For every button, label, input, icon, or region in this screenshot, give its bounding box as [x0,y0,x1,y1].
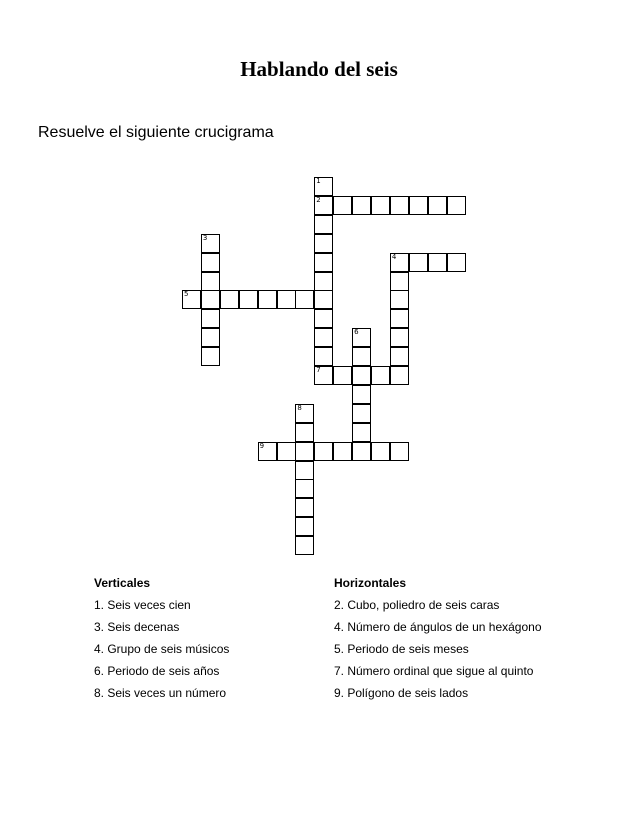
crossword-cell [333,196,352,215]
crossword-cell [390,272,409,291]
crossword-cell [201,309,220,328]
crossword-cell [277,290,296,309]
crossword-cell [201,347,220,366]
crossword-cell [390,366,409,385]
crossword-cell [314,309,333,328]
crossword-cell [201,272,220,291]
crossword-cell [239,290,258,309]
crossword-cell [295,290,314,309]
clue-number: 8 [297,403,302,412]
crossword-cell [333,366,352,385]
crossword-cell [295,479,314,498]
crossword-cell [314,253,333,272]
crossword-cell [314,234,333,253]
clues-vertical [94,572,229,704]
clues-horizontal-heading: Horizontales [334,576,407,590]
crossword-cell [220,290,239,309]
crossword-cell [371,442,390,461]
crossword-cell [352,328,371,347]
crossword-cell [295,404,314,423]
clue-item: 3. Seis decenas [94,620,180,634]
crossword-cell [201,328,220,347]
crossword-cell [352,404,371,423]
crossword-cell [201,253,220,272]
clue-item: 4. Grupo de seis músicos [94,642,230,656]
crossword-cell [352,442,371,461]
crossword-cell [277,442,296,461]
crossword-cell [314,347,333,366]
crossword-cell [295,498,314,517]
crossword-cell [295,423,314,442]
crossword-cell [447,253,466,272]
crossword-cell [409,196,428,215]
crossword-cell [390,328,409,347]
clue-item: 8. Seis veces un número [94,686,227,700]
clue-item: 2. Cubo, poliedro de seis caras [334,598,500,612]
crossword-cell [258,290,277,309]
crossword-cell [352,196,371,215]
crossword-cell [295,461,314,480]
crossword-cell [201,234,220,253]
crossword-cell [258,442,277,461]
crossword-cell [314,215,333,234]
crossword-cell [182,290,201,309]
crossword-cell [390,347,409,366]
clue-number: 9 [259,441,265,450]
clue-number: 2 [316,195,321,204]
crossword-cell [333,442,352,461]
crossword-cell [295,517,314,536]
crossword-cell [371,196,390,215]
clue-number: 4 [391,252,397,261]
crossword-cell [447,196,466,215]
clue-item: 4. Número de ángulos de un hexágono [334,620,542,634]
clue-item: 7. Número ordinal que sigue al quinto [334,664,534,678]
crossword-cell [352,347,371,366]
crossword-cell [390,290,409,309]
crossword-cell [295,442,314,461]
crossword-cell [352,366,371,385]
crossword-cell [295,536,314,555]
crossword-cell [390,196,409,215]
clue-number: 5 [184,290,189,299]
crossword-cell [428,196,447,215]
crossword-cell [314,177,333,196]
crossword-cell [314,442,333,461]
instructions: Resuelve el siguiente crucigrama [38,124,274,141]
crossword-cell [352,385,371,404]
crossword-cell [314,196,333,215]
clues-horizontal [334,572,542,704]
crossword-cell [390,253,409,272]
clue-item: 5. Periodo de seis meses [334,642,469,656]
crossword-cell [314,272,333,291]
clue-number: 7 [316,366,321,374]
clue-item: 6. Periodo de seis años [94,664,220,678]
crossword-cell [314,290,333,309]
crossword-cell [371,366,390,385]
clue-number: 6 [354,328,359,337]
clue-number: 1 [316,177,321,185]
crossword-cell [409,253,428,272]
clue-number: 3 [202,233,208,242]
crossword-cell [201,290,220,309]
crossword-cell [352,423,371,442]
clue-item: 9. Polígono de seis lados [334,686,469,700]
page-title: Hablando del seis [240,57,398,81]
clue-item: 1. Seis veces cien [94,598,191,612]
crossword-cell [390,442,409,461]
crossword-cell [428,253,447,272]
clues-vertical-heading: Verticales [94,576,151,590]
crossword-cell [314,328,333,347]
crossword-cell [314,366,333,385]
crossword-cell [390,309,409,328]
